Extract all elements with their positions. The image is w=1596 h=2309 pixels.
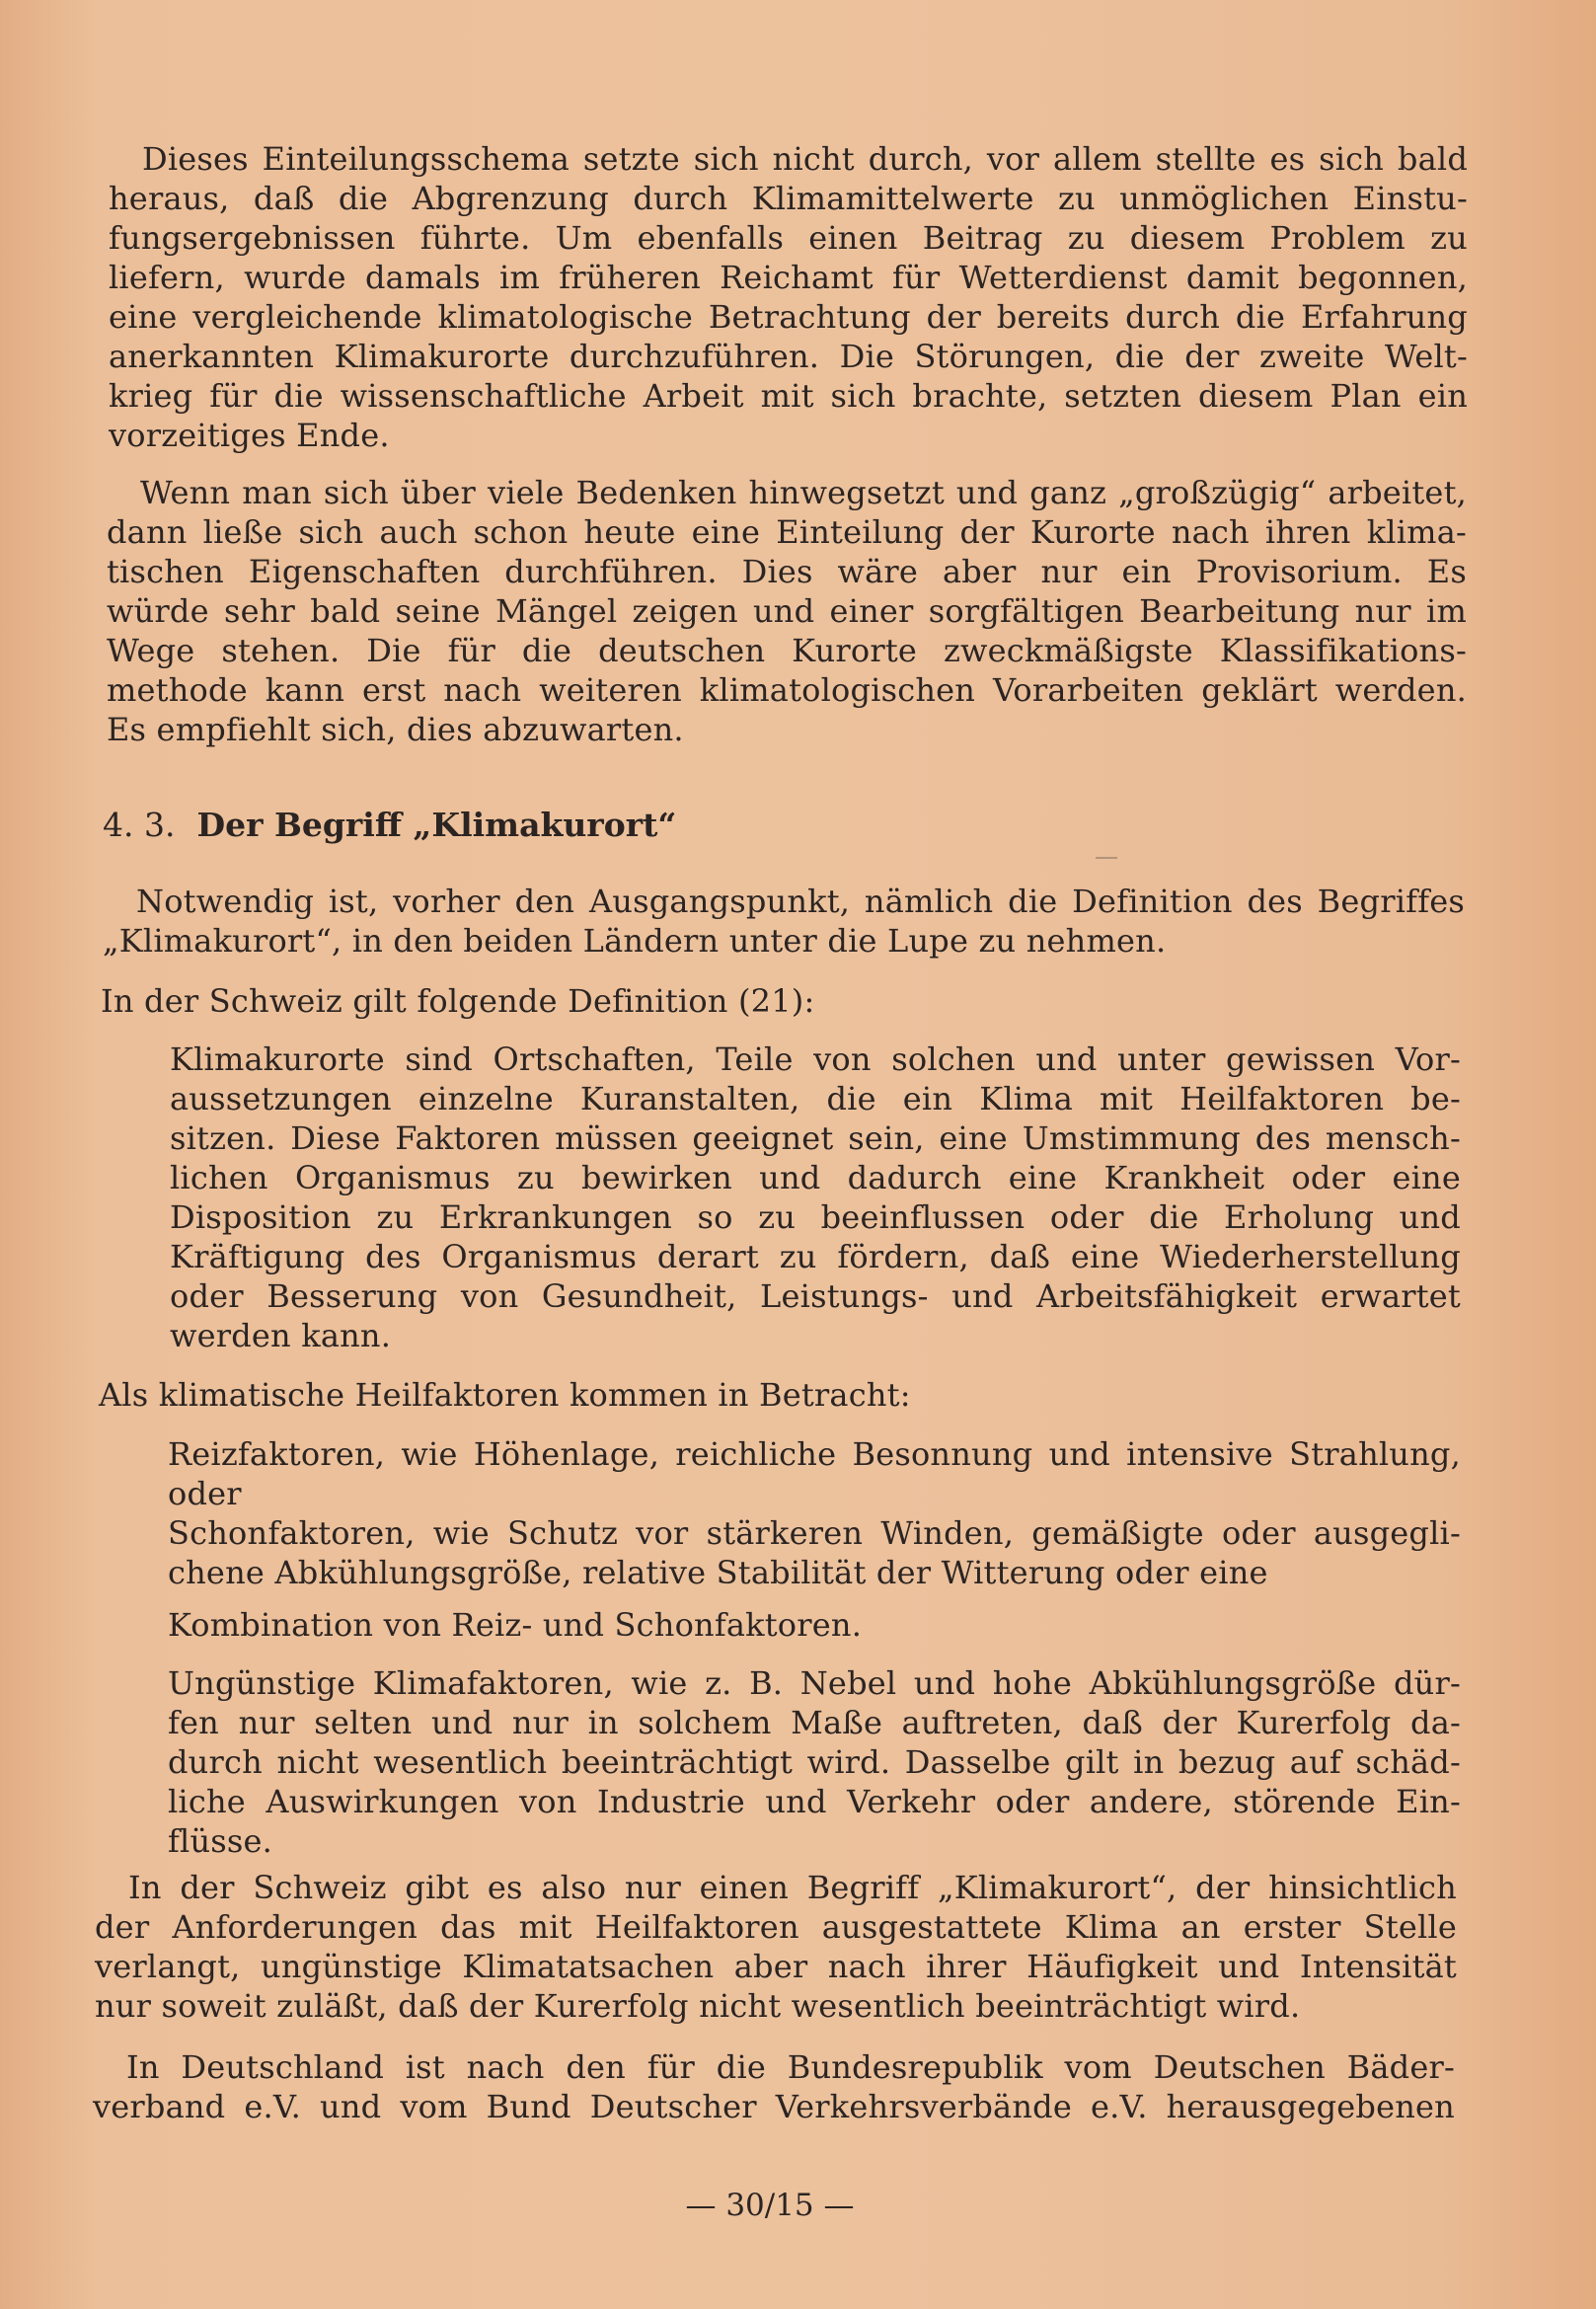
- text-line: verlangt, ungünstige Klimatatsachen aber nach ihrer Häufigkeit und Intensität: [95, 1948, 1457, 1985]
- paragraph-einteilungsschema: [109, 139, 1468, 455]
- text-line: verband e.V. und vom Bund Deutscher Verkehrsverbände e.V. herausgegebenen: [93, 2088, 1455, 2125]
- text-line: krieg für die wissenschaftliche Arbeit mit sich brachte, setzten diesem Plan ein: [109, 377, 1468, 415]
- text-line: Reizfaktoren, wie Höhenlage, reichliche Besonnung und intensive Strahlung,: [168, 1435, 1461, 1473]
- text-line: Wege stehen. Die für die deutschen Kurorte zweckmäßigste Klassifikations-: [107, 632, 1467, 669]
- text-line: Wenn man sich über viele Bedenken hinwegsetzt und ganz „großzügig“ arbeitet,: [140, 474, 1467, 511]
- text-line: durch nicht wesentlich beeinträchtigt wird. Dasselbe gilt in bezug auf schäd-: [168, 1743, 1461, 1781]
- text-line: vorzeitiges Ende.: [109, 417, 390, 454]
- text-line: liefern, wurde damals im früheren Reichamt für Wetterdienst damit begonnen,: [109, 259, 1468, 296]
- text-line: oder Besserung von Gesundheit, Leistungs- und Arbeitsfähigkeit erwartet: [170, 1277, 1461, 1315]
- factor-unguenstig: [168, 1663, 1461, 1861]
- text-line: dann ließe sich auch schon heute eine Einteilung der Kurorte nach ihren klima-: [107, 513, 1467, 551]
- text-line: Schonfaktoren, wie Schutz vor stärkeren Winden, gemäßigte oder ausgegli-: [168, 1514, 1461, 1552]
- text-line: sitzen. Diese Faktoren müssen geeignet sein, eine Umstimmung des mensch-: [170, 1119, 1461, 1157]
- definition-quote: [170, 1039, 1461, 1355]
- text-line: eine vergleichende klimatologische Betrachtung der bereits durch die Erfahrung: [109, 298, 1468, 336]
- text-line: anerkannten Klimakurorte durchzuführen. Die Störungen, die der zweite Welt-: [109, 338, 1468, 375]
- text-line: In der Schweiz gilt folgende Definition (21):: [101, 982, 815, 1020]
- text-line: Ungünstige Klimafaktoren, wie z. B. Nebel und hohe Abkühlungsgröße dür-: [168, 1664, 1461, 1702]
- factor-list-reiz-schon: [168, 1434, 1461, 1592]
- text-line: flüsse.: [168, 1822, 273, 1860]
- text-line: würde sehr bald seine Mängel zeigen und einer sorgfältigen Bearbeitung nur im: [107, 592, 1467, 630]
- text-line: Klimakurorte sind Ortschaften, Teile von solchen und unter gewissen Vor-: [170, 1040, 1461, 1078]
- text-line: In Deutschland ist nach den für die Bundesrepublik vom Deutschen Bäder-: [126, 2048, 1455, 2086]
- page-number: — 30/15 —: [685, 2188, 855, 2223]
- text-line: werden kann.: [170, 1317, 392, 1354]
- text-line: Disposition zu Erkrankungen so zu beeinflussen oder die Erholung und: [170, 1198, 1461, 1236]
- paragraph-notwendig: [103, 882, 1465, 961]
- text-line: fungsergebnissen führte. Um ebenfalls einen Beitrag zu diesem Problem zu: [109, 219, 1468, 257]
- text-line: In der Schweiz gibt es also nur einen Begriff „Klimakurort“, der hinsichtlich: [128, 1869, 1457, 1906]
- section-heading: [103, 806, 676, 845]
- text-line: lichen Organismus zu bewirken und dadurch eine Krankheit oder eine: [170, 1159, 1461, 1196]
- text-line: nur soweit zuläßt, daß der Kurerfolg nicht wesentlich beeinträchtigt wird.: [95, 1987, 1301, 2025]
- text-line: Dieses Einteilungsschema setzte sich nicht durch, vor allem stellte es sich bald: [142, 140, 1468, 178]
- text-line: Kräftigung des Organismus derart zu fördern, daß eine Wiederherstellung: [170, 1238, 1461, 1275]
- decorative-mark: [1096, 857, 1117, 859]
- text-line: Als klimatische Heilfaktoren kommen in Betracht:: [99, 1376, 911, 1414]
- text-line: Kombination von Reiz- und Schonfaktoren.: [168, 1606, 863, 1644]
- section-title: Der Begriff „Klimakurort“: [196, 806, 677, 844]
- text-line: chene Abkühlungsgröße, relative Stabilität der Witterung oder eine: [168, 1554, 1268, 1591]
- text-line: der Anforderungen das mit Heilfaktoren ausgestattete Klima an erster Stelle: [95, 1908, 1457, 1946]
- paragraph-deutschland: [93, 2047, 1455, 2126]
- paragraph-schweiz-definition-intro: [101, 981, 1463, 1021]
- text-line: tischen Eigenschaften durchführen. Dies wäre aber nur ein Provisorium. Es: [107, 553, 1467, 590]
- text-line: „Klimakurort“, in den beiden Ländern unter die Lupe zu nehmen.: [103, 922, 1167, 960]
- text-line: Es empfiehlt sich, dies abzuwarten.: [107, 711, 684, 748]
- text-line: liche Auswirkungen von Industrie und Verkehr oder andere, störende Ein-: [168, 1783, 1461, 1820]
- paragraph-grosszuegig: [107, 473, 1467, 749]
- text-line: fen nur selten und nur in solchem Maße auftreten, daß der Kurerfolg da-: [168, 1704, 1461, 1741]
- paragraph-schweiz-begriff: [95, 1868, 1457, 2026]
- text-line: methode kann erst nach weiteren klimatologischen Vorarbeiten geklärt werden.: [107, 671, 1467, 709]
- text-line: heraus, daß die Abgrenzung durch Klimamittelwerte zu unmöglichen Einstu-: [109, 180, 1468, 217]
- text-line: Notwendig ist, vorher den Ausgangspunkt, nämlich die Definition des Begriffes: [136, 883, 1465, 920]
- factor-kombination: [168, 1605, 1461, 1645]
- text-line: oder: [168, 1475, 242, 1512]
- text-line: aussetzungen einzelne Kuranstalten, die ein Klima mit Heilfaktoren be-: [170, 1080, 1461, 1117]
- paragraph-heilfaktoren-intro: [99, 1375, 1461, 1415]
- section-number: 4. 3.: [103, 806, 176, 844]
